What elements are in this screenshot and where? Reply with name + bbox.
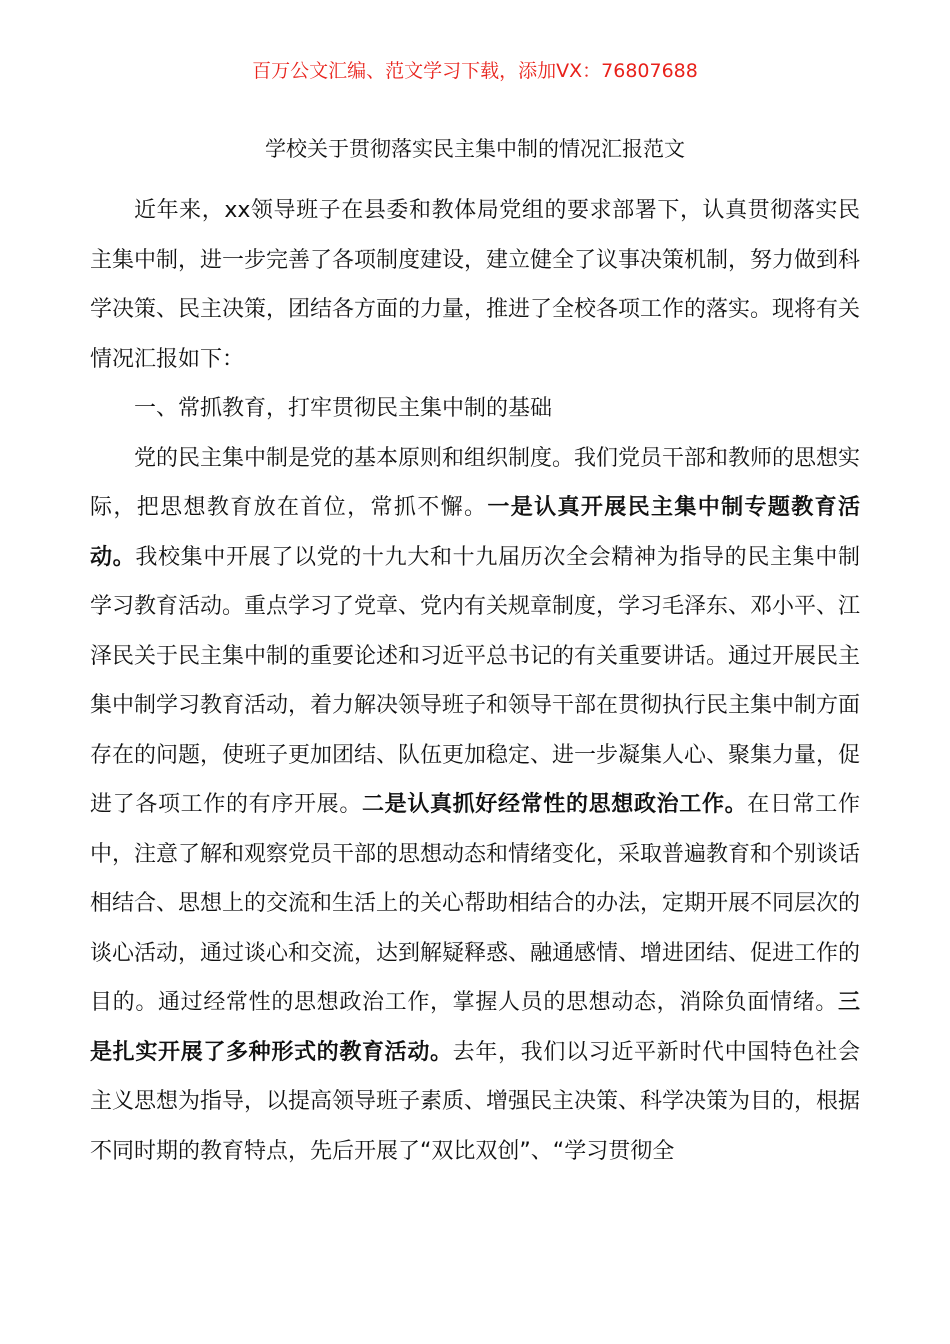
intro-paragraph: 近年来，xx领导班子在县委和教体局党组的要求部署下，认真贯彻落实民主集中制，进一步完善了各项制度建设，建立健全了议事决策机制，努力做到科学决策、民主决策，团结各方面的力量，推进了全校各项工作的落实。现将有关情况汇报如下：	[90, 198, 861, 372]
section-1-text-4: 去年，我们以习近平新时代中国特色社会主义思想为指导，以提高领导班子素质、增强民主决策、科学决策为目的，根据不同时期的教育特点，先后开展了“双比双创”、“学习贯彻全	[90, 1039, 861, 1164]
header-watermark-note: 百万公文汇编、范文学习下载，添加VX：76807688	[252, 60, 698, 82]
document-body	[90, 186, 860, 1176]
section-1-paragraph	[90, 434, 860, 1177]
point-1-heading: 一是认真开展民主集中制专题教育活动。	[90, 495, 860, 570]
section-1-text-1: 党的民主集中制是党的基本原则和组织制度。我们党员干部和教师的思想实际，把思想教育放在首位，常抓不懈。	[90, 445, 861, 520]
document-title: 学校关于贯彻落实民主集中制的情况汇报范文	[265, 137, 685, 161]
section-1-heading: 一、常抓教育，打牢贯彻民主集中制的基础	[134, 396, 553, 421]
section-1-text-3: 在日常工作中，注意了解和观察党员干部的思想动态和情绪变化，采取普遍教育和个别谈话相结合、思想上的交流和生活上的关心帮助相结合的办法，定期开展不同层次的谈心活动，通过谈心和交流，达到解疑释惑、融通感情、增进团结、促进工作的目的。通过经常性的思想政治工作，掌握人员的思想动态，消除负面情绪。	[90, 792, 861, 1015]
point-3-heading: 三是扎实开展了多种形式的教育活动。	[90, 990, 860, 1065]
point-2-heading: 二是认真抓好经常性的思想政治工作。	[361, 792, 748, 817]
section-1-text-2: 我校集中开展了以党的十九大和十九届历次全会精神为指导的民主集中制学习教育活动。重点学习了党章、党内有关规章制度，学习毛泽东、邓小平、江泽民关于民主集中制的重要论述和习近平总书记的有关重要讲话。通过开展民主集中制学习教育活动，着力解决领导班子和领导干部在贯彻执行民主集中制方面存在的问题，使班子更加团结、队伍更加稳定、进一步凝集人心、聚集力量，促进了各项工作的有序开展。	[90, 544, 861, 817]
